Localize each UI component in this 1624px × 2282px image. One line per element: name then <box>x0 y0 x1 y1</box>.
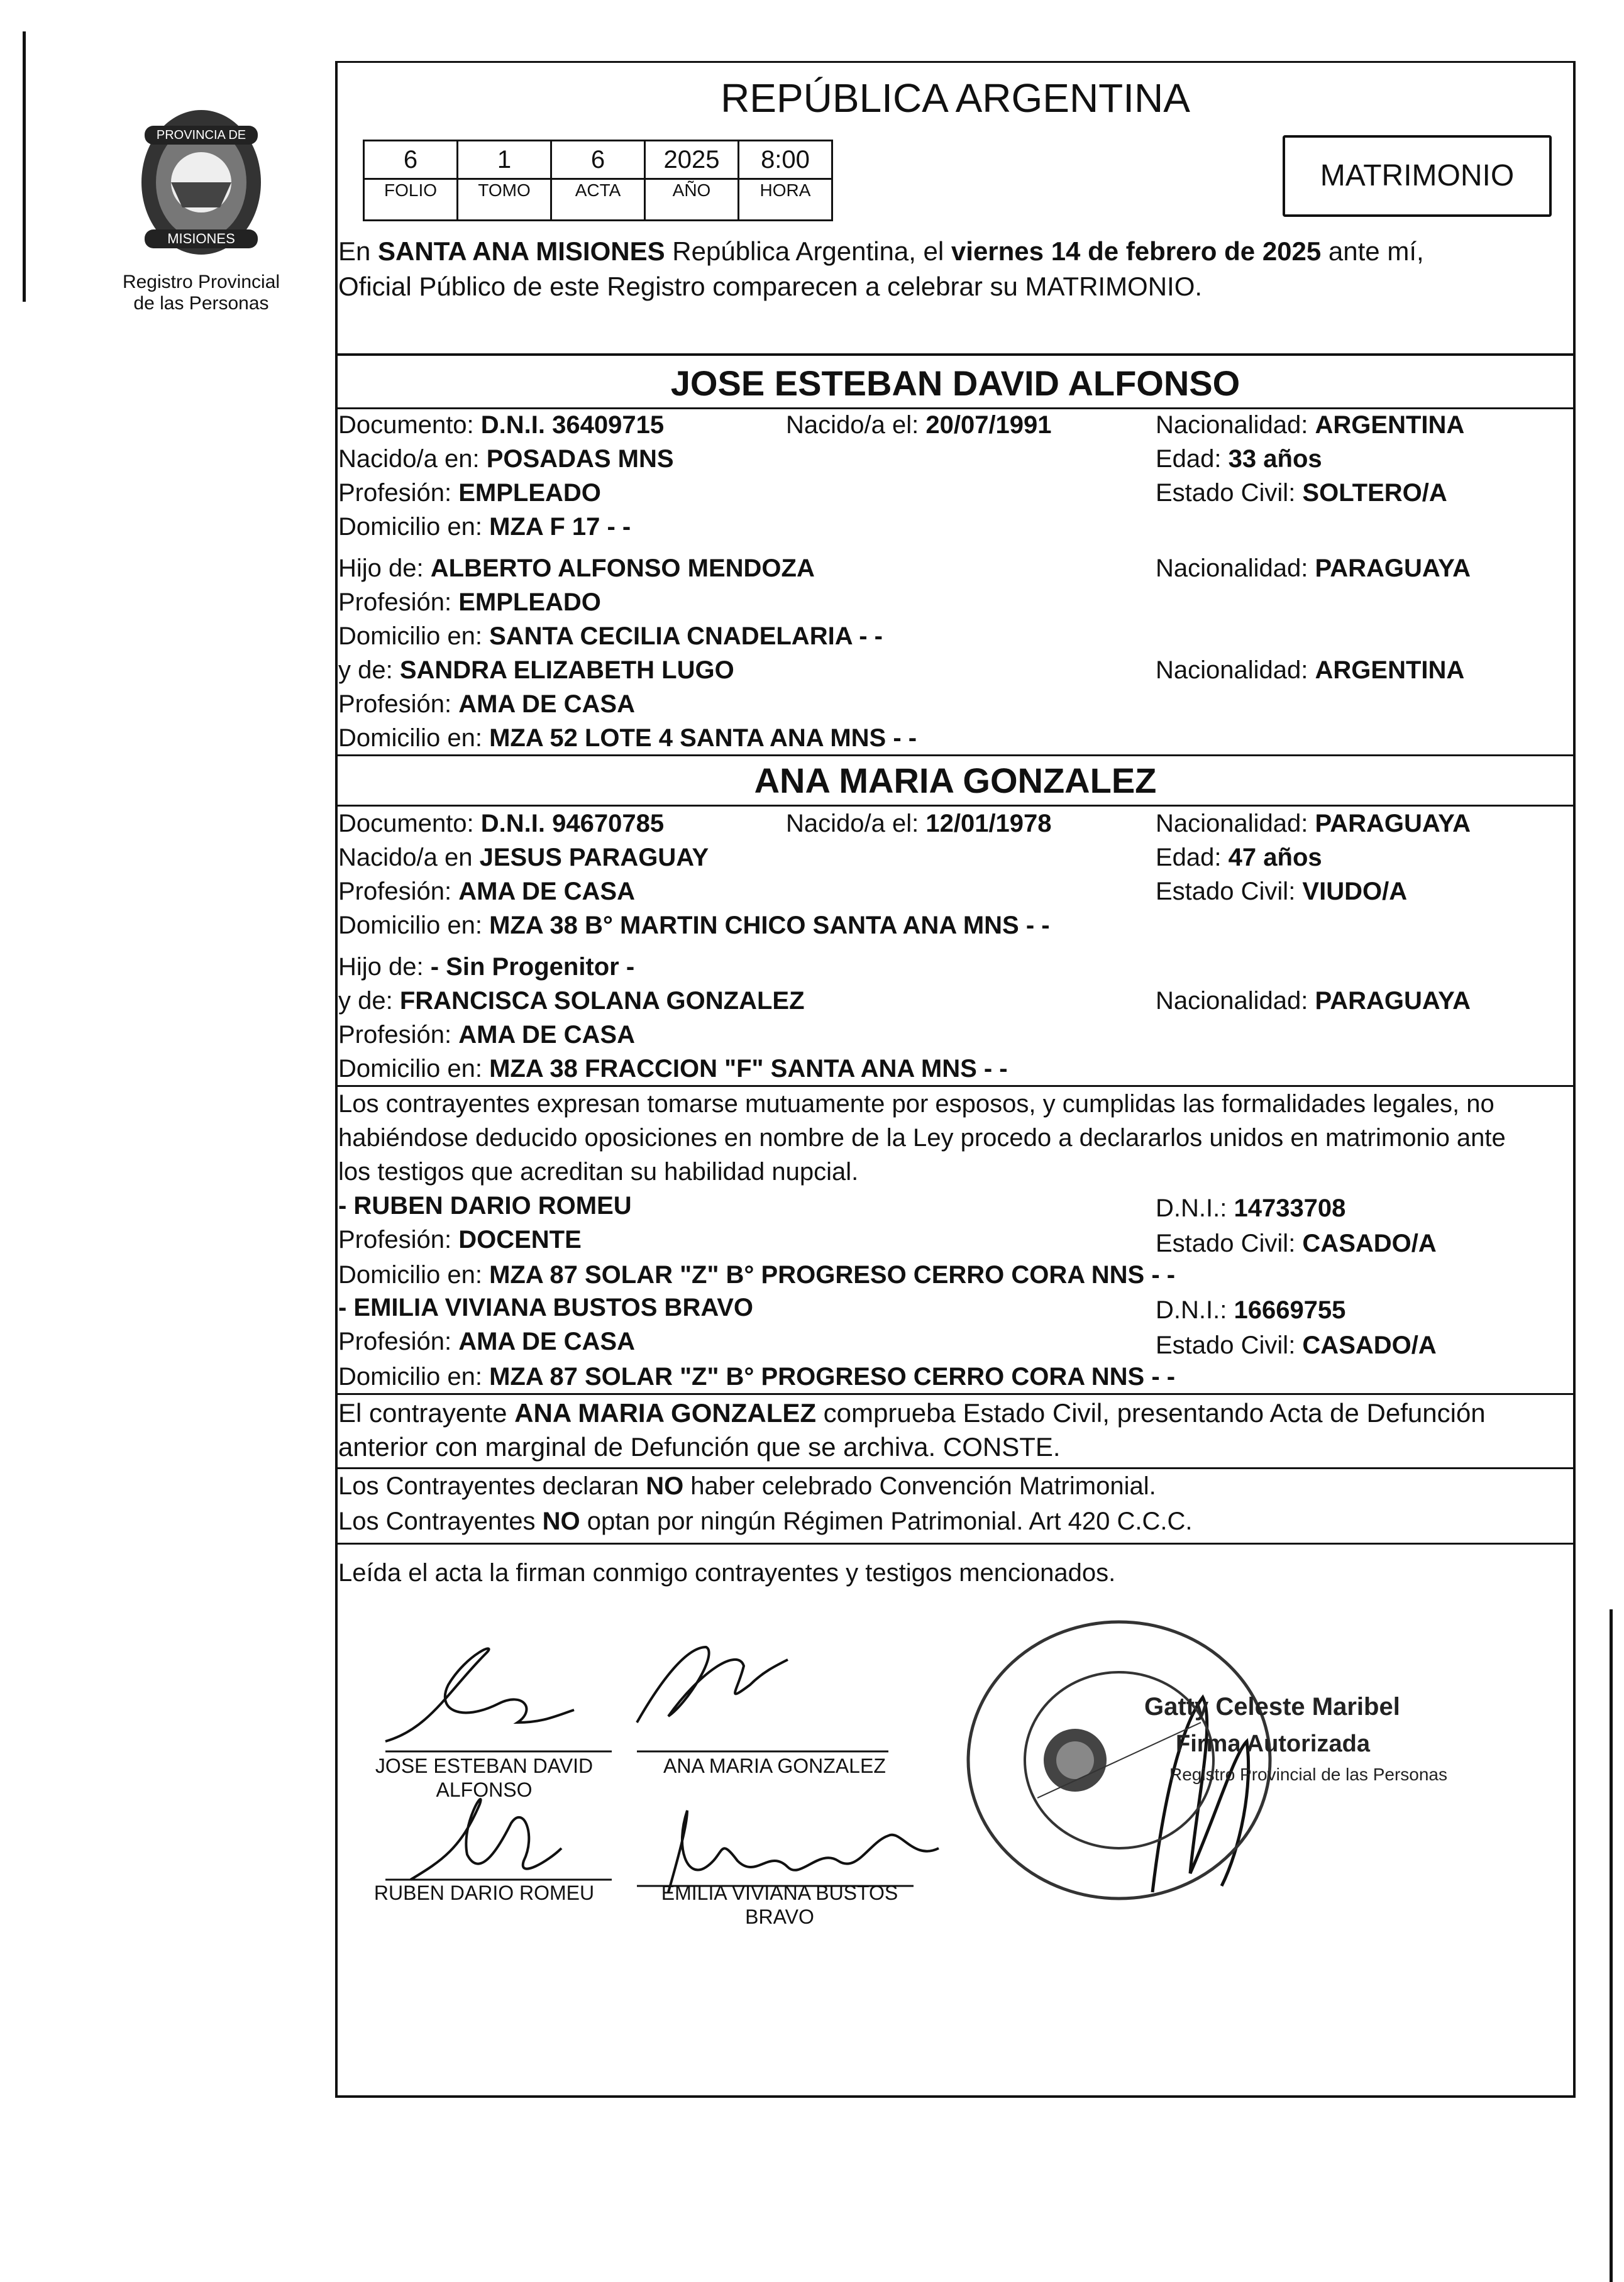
intro-date: viernes 14 de febrero de 2025 <box>951 236 1322 266</box>
signature-emilia <box>668 1811 939 1892</box>
c2-padre: Hijo de: - Sin Progenitor - <box>338 953 635 981</box>
intro-place: SANTA ANA MISIONES <box>378 236 665 266</box>
contrayente1-name: JOSE ESTEBAN DAVID ALFONSO <box>670 363 1240 403</box>
c1-padre-domicilio: Domicilio en: SANTA CECILIA CNADELARIA - - <box>338 622 883 650</box>
witness1-estado-civil: Estado Civil: CASADO/A <box>1156 1230 1437 1257</box>
signature-ruben <box>411 1799 561 1880</box>
acta-cell <box>550 140 646 221</box>
divider <box>335 805 1576 807</box>
anio-label: AÑO <box>646 178 737 201</box>
seal-bottom-text: MISIONES <box>167 231 235 246</box>
convention-line-1: Los Contrayentes declaran NO haber celebrado Convención Matrimonial. <box>338 1472 1156 1500</box>
record-type-box <box>1283 135 1552 217</box>
witness2-domicilio: Domicilio en: MZA 87 SOLAR "Z" B° PROGRESO CERRO CORA NNS - - <box>338 1363 1176 1391</box>
c1-padre: Hijo de: ALBERTO ALFONSO MENDOZA <box>338 554 815 582</box>
witness1-dni: D.N.I.: 14733708 <box>1156 1194 1346 1222</box>
intro-line-2: Oficial Público de este Registro comparecen a celebrar su MATRIMONIO. <box>338 272 1203 301</box>
stamp-officer-name: Gatty Celeste Maribel <box>1144 1693 1400 1721</box>
c2-madre-domicilio: Domicilio en: MZA 38 FRACCION "F" SANTA ANA MNS - - <box>338 1055 1008 1083</box>
sig-caption-ana: ANA MARIA GONZALEZ <box>663 1755 886 1777</box>
province-seal-logo <box>119 97 283 267</box>
hora-value: 8:00 <box>761 146 810 174</box>
c2-madre-profesion: Profesión: AMA DE CASA <box>338 1021 635 1049</box>
divider <box>335 1543 1576 1545</box>
signature-jose <box>385 1648 574 1741</box>
logo-caption-line1: Registro Provincial <box>122 272 280 292</box>
divider <box>335 1467 1576 1469</box>
witness2-name: - EMILIA VIVIANA BUSTOS BRAVO <box>338 1294 754 1321</box>
note-line-1: El contrayente ANA MARIA GONZALEZ comprueba Estado Civil, presentando Acta de Defunción <box>338 1398 1486 1428</box>
hora-label: HORA <box>739 178 831 201</box>
c2-domicilio: Domicilio en: MZA 38 B° MARTIN CHICO SANTA ANA MNS - - <box>338 912 1050 939</box>
sig-caption-emilia: EMILIA VIVIANA BUSTOS BRAVO <box>661 1882 898 1928</box>
c2-documento: Documento: D.N.I. 94670785 <box>338 810 665 837</box>
divider <box>335 754 1576 756</box>
record-type-label: MATRIMONIO <box>1320 159 1515 192</box>
c2-nacido-en: Nacido/a en JESUS PARAGUAY <box>338 844 709 871</box>
sig-caption-jose: JOSE ESTEBAN DAVID ALFONSO <box>375 1755 594 1801</box>
intro-line-1 <box>338 236 1424 267</box>
convention-line-2: Los Contrayentes NO optan por ningún Régimen Patrimonial. Art 420 C.C.C. <box>338 1508 1193 1535</box>
c1-madre-profesion: Profesión: AMA DE CASA <box>338 690 635 718</box>
c2-profesion: Profesión: AMA DE CASA <box>338 878 635 905</box>
c2-nacionalidad: Nacionalidad: PARAGUAYA <box>1156 810 1471 837</box>
witness1-profesion: Profesión: DOCENTE <box>338 1226 582 1254</box>
stamp-role: Firma Autorizada <box>1176 1731 1370 1757</box>
sig-caption-ruben: RUBEN DARIO ROMEU <box>373 1882 595 1904</box>
c1-nacionalidad: Nacionalidad: ARGENTINA <box>1156 411 1465 439</box>
intro-text-a: En <box>338 236 378 266</box>
c2-madre: y de: FRANCISCA SOLANA GONZALEZ <box>338 987 805 1015</box>
stamp-office: Registro Provincial de las Personas <box>1169 1765 1447 1784</box>
folio-label: FOLIO <box>365 178 456 201</box>
left-margin-rule <box>23 31 26 302</box>
witness2-estado-civil: Estado Civil: CASADO/A <box>1156 1331 1437 1359</box>
c1-profesion: Profesión: EMPLEADO <box>338 479 601 507</box>
witness2-dni: D.N.I.: 16669755 <box>1156 1296 1346 1324</box>
c1-nacido-el: Nacido/a el: 20/07/1991 <box>786 411 1052 439</box>
tomo-value: 1 <box>497 146 512 174</box>
c1-madre-nacionalidad: Nacionalidad: ARGENTINA <box>1156 656 1465 684</box>
folio-value: 6 <box>403 146 418 174</box>
c1-edad: Edad: 33 años <box>1156 445 1322 473</box>
c1-estado-civil: Estado Civil: SOLTERO/A <box>1156 479 1447 507</box>
c2-estado-civil: Estado Civil: VIUDO/A <box>1156 878 1408 905</box>
c2-madre-nacionalidad: Nacionalidad: PARAGUAYA <box>1156 987 1471 1015</box>
divider <box>335 1393 1576 1395</box>
divider <box>335 407 1576 409</box>
c2-edad: Edad: 47 años <box>1156 844 1322 871</box>
c1-nacido-en: Nacido/a en: POSADAS MNS <box>338 445 674 473</box>
c1-documento: Documento: D.N.I. 36409715 <box>338 411 665 439</box>
anio-cell <box>644 140 739 221</box>
signature-ana <box>637 1647 788 1723</box>
witness1-domicilio: Domicilio en: MZA 87 SOLAR "Z" B° PROGRESO CERRO CORA NNS - - <box>338 1261 1176 1289</box>
c1-madre: y de: SANDRA ELIZABETH LUGO <box>338 656 734 684</box>
seal-top-text: PROVINCIA DE <box>156 128 246 142</box>
c2-nacido-el: Nacido/a el: 12/01/1978 <box>786 810 1052 837</box>
acta-value: 6 <box>590 146 605 174</box>
divider <box>335 1085 1576 1087</box>
official-stamp <box>962 1609 1289 1911</box>
logo-caption-line2: de las Personas <box>133 293 269 314</box>
contrayente2-name: ANA MARIA GONZALEZ <box>754 761 1157 800</box>
page-title: REPÚBLICA ARGENTINA <box>721 75 1190 121</box>
c1-domicilio: Domicilio en: MZA F 17 - - <box>338 513 631 541</box>
witness1-name: - RUBEN DARIO ROMEU <box>338 1192 632 1220</box>
divider <box>335 353 1576 356</box>
anio-value: 2025 <box>663 146 720 174</box>
closing-text: Leída el acta la firman conmigo contrayentes y testigos mencionados. <box>338 1559 1116 1587</box>
note-line-2: anterior con marginal de Defunción que se archiva. CONSTE. <box>338 1432 1061 1462</box>
witness2-profesion: Profesión: AMA DE CASA <box>338 1328 635 1355</box>
declaration-line-1: Los contrayentes expresan tomarse mutuamente por esposos, y cumplidas las formalidades legales, no <box>338 1090 1494 1118</box>
declaration-line-2: habiéndose deducido oposiciones en nombre de la Ley procedo a declararlos unidos en matrimonio ante <box>338 1124 1506 1152</box>
intro-text-c: ante mí, <box>1321 236 1424 266</box>
intro-text-b: República Argentina, el <box>665 236 951 266</box>
hora-cell <box>737 140 833 221</box>
tomo-cell <box>456 140 552 221</box>
tomo-label: TOMO <box>458 178 550 201</box>
c1-padre-nacionalidad: Nacionalidad: PARAGUAYA <box>1156 554 1471 582</box>
c1-madre-domicilio: Domicilio en: MZA 52 LOTE 4 SANTA ANA MNS - - <box>338 724 917 752</box>
declaration-line-3: los testigos que acreditan su habilidad nupcial. <box>338 1158 859 1186</box>
logo-caption <box>88 272 314 314</box>
c1-padre-profesion: Profesión: EMPLEADO <box>338 588 601 616</box>
folio-cell <box>363 140 458 221</box>
acta-label: ACTA <box>552 178 644 201</box>
right-edge-rule <box>1610 1609 1613 2282</box>
